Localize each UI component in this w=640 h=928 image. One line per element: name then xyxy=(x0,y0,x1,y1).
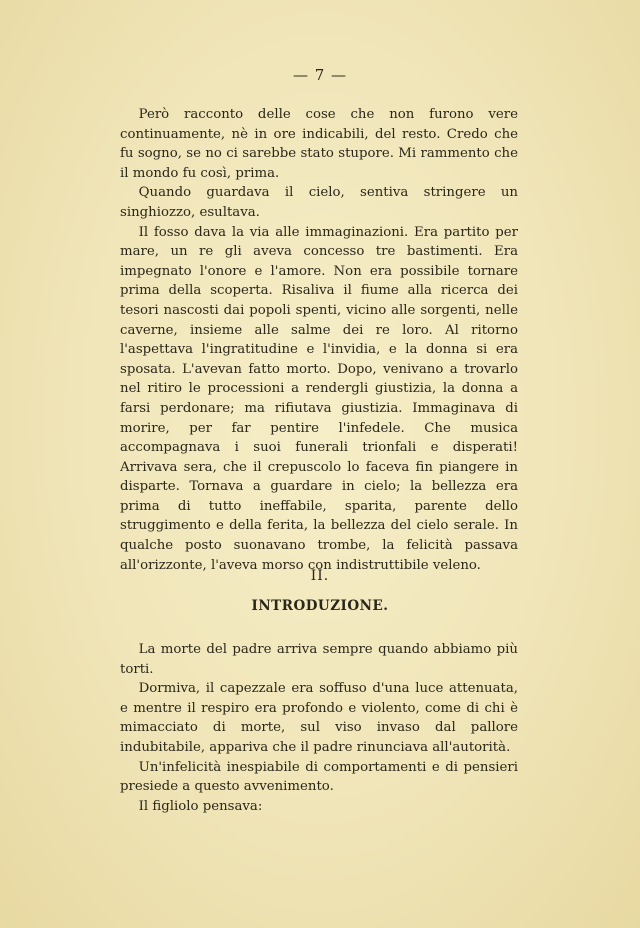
paragraph: Il figliolo pensava: xyxy=(138,798,263,814)
paragraph: Dormiva, il capezzale era soffuso d'una luce attenuata, e mentre il respiro era profondo e violento, come di chi è mimacciato di morte, sul viso invaso dal pallore indubitabile, appariva che il padre rinunciava all'autorità. xyxy=(120,681,518,755)
paragraph: La morte del padre arriva sempre quando abbiamo più torti. xyxy=(120,642,518,677)
paragraph: Il fosso dava la via alle immaginazioni. Era partito per mare, un re gli aveva concesso tre bastimenti. Era impegnato l'onore e l'amore. Non era possibile tornare prima della scoperta. Risaliva il fiume alla ricerca dei tesori nascosti dai popoli spenti, vicino alle sorgenti, nelle caverne, insieme alle salme dei re loro. Al ritorno l'aspettava l'ingratitudine e l'invidia, e la donna si era sposata. L'avevan fatto morto. Dopo, venivano a trovarlo nel ritiro le processioni a rendergli giustizia, la donna a farsi perdonare; ma rifiutava giustizia. Immaginava di morire, per far pentire l'infedele. Che musica accompagnava i suoi funerali trionfali e disperati! Arrivava sera, che il crepuscolo lo faceva fin piangere in disparte. Tornava a guardare in cielo; la bellezza era prima di tutto ineffabile, sparita, parente dello struggimento e della ferita, la bellezza del cielo serale. In qualche posto suonavano trombe, la felicità passava all'orizzonte, l'aveva morso con indistruttibile veleno. xyxy=(120,224,518,573)
paragraph: Però racconto delle cose che non furono vere continuamente, nè in ore indicabili, del resto. Credo che fu sogno, se no ci sarebbe stato stupore. Mi rammento che il mondo fu così, prima. xyxy=(120,107,518,181)
chapter-one-text xyxy=(120,105,518,575)
chapter-two-text xyxy=(120,640,518,816)
section-numeral: II. xyxy=(310,568,330,584)
page-number: — 7 — xyxy=(292,66,348,84)
paragraph: Un'infelicità inespiabile di comportamenti e di pensieri presiede a questo avvenimento. xyxy=(120,759,518,795)
section-title: INTRODUZIONE. xyxy=(251,598,389,614)
paragraph: Quando guardava il cielo, sentiva stringere un singhiozzo, esultava. xyxy=(120,185,518,220)
